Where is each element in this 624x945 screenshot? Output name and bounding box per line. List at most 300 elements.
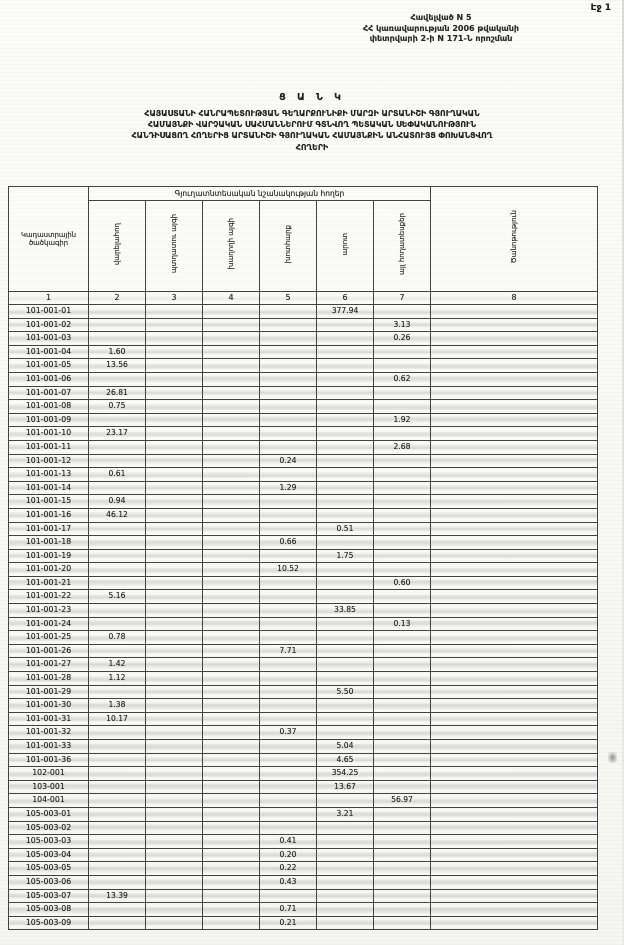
area-value-cell-col4 [203,372,260,386]
notes-cell [431,400,598,414]
area-value-cell-col3 [146,821,203,835]
area-value-cell-col6: 4.65 [317,753,374,767]
area-value-cell-col6 [317,372,374,386]
area-value-cell-col5 [260,658,317,672]
table-row [9,549,598,563]
table-row [9,481,598,495]
table-row [9,672,598,686]
notes-cell [431,712,598,726]
col-number-3: 3 [146,292,203,305]
area-value-cell-col7 [374,767,431,781]
area-value-cell-col6: 3.21 [317,807,374,821]
col-number-1: 1 [9,292,89,305]
area-value-cell-col6 [317,821,374,835]
area-value-cell-col4 [203,495,260,509]
notes-cell [431,835,598,849]
area-value-cell-col2 [89,807,146,821]
area-value-cell-col3 [146,889,203,903]
table-row [9,794,598,808]
area-value-cell-col7 [374,454,431,468]
area-value-cell-col2 [89,617,146,631]
area-value-cell-col4 [203,658,260,672]
area-value-cell-col2 [89,563,146,577]
area-value-cell-col6 [317,590,374,604]
area-value-cell-col5 [260,740,317,754]
col-header-pasture-label: արոտ [340,232,349,256]
area-value-cell-col4 [203,685,260,699]
cadastral-code-cell: 101-001-05 [9,359,89,373]
area-value-cell-col6 [317,631,374,645]
area-value-cell-col5 [260,604,317,618]
area-value-cell-col7 [374,875,431,889]
area-value-cell-col3 [146,318,203,332]
area-value-cell-col5 [260,753,317,767]
col-header-vineyard [203,201,260,292]
table-row [9,440,598,454]
area-value-cell-col3 [146,508,203,522]
area-value-cell-col4 [203,468,260,482]
col-header-vineyard-label: խաղողի այգի [226,218,235,270]
cadastral-code-cell: 101-001-08 [9,400,89,414]
area-value-cell-col4 [203,522,260,536]
area-value-cell-col3 [146,780,203,794]
table-row [9,617,598,631]
notes-cell [431,753,598,767]
table-row [9,807,598,821]
area-value-cell-col6 [317,508,374,522]
cadastral-code-cell: 101-001-29 [9,685,89,699]
notes-cell [431,468,598,482]
area-value-cell-col3 [146,549,203,563]
area-value-cell-col4 [203,753,260,767]
area-value-cell-col3 [146,740,203,754]
table-row [9,508,598,522]
cadastral-code-cell: 101-001-16 [9,508,89,522]
table-row [9,372,598,386]
cadastral-code-cell: 102-001 [9,767,89,781]
notes-cell [431,889,598,903]
cadastral-code-cell: 101-001-28 [9,672,89,686]
notes-cell [431,767,598,781]
notes-cell [431,780,598,794]
table-row [9,563,598,577]
area-value-cell-col5: 0.41 [260,835,317,849]
area-value-cell-col4 [203,508,260,522]
notes-cell [431,590,598,604]
table-row [9,454,598,468]
col-header-hayfield [260,201,317,292]
table-row [9,753,598,767]
area-value-cell-col3 [146,332,203,346]
area-value-cell-col2 [89,481,146,495]
area-value-cell-col4 [203,536,260,550]
area-value-cell-col6 [317,359,374,373]
area-value-cell-col4 [203,780,260,794]
notes-cell [431,644,598,658]
cadastral-code-cell: 101-001-14 [9,481,89,495]
area-value-cell-col5 [260,685,317,699]
notes-cell [431,318,598,332]
notes-cell [431,862,598,876]
area-value-cell-col2: 0.61 [89,468,146,482]
cadastral-code-cell: 101-001-31 [9,712,89,726]
area-value-cell-col7 [374,780,431,794]
area-value-cell-col2 [89,332,146,346]
table-row [9,536,598,550]
area-value-cell-col7 [374,740,431,754]
area-value-cell-col5 [260,332,317,346]
area-value-cell-col7 [374,345,431,359]
notes-cell [431,576,598,590]
area-value-cell-col2 [89,576,146,590]
area-value-cell-col4 [203,576,260,590]
area-value-cell-col4 [203,604,260,618]
col-number-6: 6 [317,292,374,305]
cadastral-code-cell: 105-003-06 [9,875,89,889]
area-value-cell-col7 [374,386,431,400]
area-value-cell-col6 [317,916,374,930]
col-header-hayfield-label: խոտհարք [283,224,292,264]
col-number-8: 8 [431,292,598,305]
area-value-cell-col7 [374,604,431,618]
area-value-cell-col5 [260,617,317,631]
cadastral-code-cell: 101-001-30 [9,699,89,713]
area-value-cell-col6 [317,617,374,631]
cadastral-code-cell: 101-001-17 [9,522,89,536]
area-value-cell-col5 [260,794,317,808]
notes-cell [431,386,598,400]
area-value-cell-col3 [146,536,203,550]
notes-cell [431,617,598,631]
cadastral-code-cell: 101-001-32 [9,726,89,740]
area-value-cell-col5: 0.24 [260,454,317,468]
notes-cell [431,726,598,740]
area-value-cell-col3 [146,372,203,386]
area-value-cell-col2 [89,644,146,658]
notes-cell [431,495,598,509]
area-value-cell-col6: 13.67 [317,780,374,794]
area-value-cell-col7 [374,672,431,686]
area-value-cell-col6 [317,332,374,346]
area-value-cell-col2 [89,318,146,332]
table-header [9,187,598,305]
area-value-cell-col5 [260,522,317,536]
cadastral-code-cell: 105-003-03 [9,835,89,849]
table-row [9,821,598,835]
cadastral-code-cell: 101-001-33 [9,740,89,754]
area-value-cell-col2: 23.17 [89,427,146,441]
notes-cell [431,345,598,359]
area-value-cell-col6 [317,712,374,726]
area-value-cell-col5 [260,359,317,373]
notes-cell [431,481,598,495]
notes-cell [431,848,598,862]
table-row [9,767,598,781]
notes-cell [431,372,598,386]
notes-cell [431,604,598,618]
area-value-cell-col4 [203,563,260,577]
area-value-cell-col2: 46.12 [89,508,146,522]
table-row [9,468,598,482]
cadastral-code-cell: 105-003-08 [9,903,89,917]
area-value-cell-col7 [374,889,431,903]
notes-cell [431,359,598,373]
table-row [9,305,598,319]
table-row [9,780,598,794]
table-row [9,644,598,658]
area-value-cell-col4 [203,672,260,686]
area-value-cell-col5 [260,549,317,563]
area-value-cell-col7 [374,644,431,658]
area-value-cell-col4 [203,767,260,781]
area-value-cell-col5: 1.29 [260,481,317,495]
area-value-cell-col6 [317,440,374,454]
table-row [9,835,598,849]
notes-cell [431,305,598,319]
area-value-cell-col6 [317,726,374,740]
cadastral-code-cell: 101-001-22 [9,590,89,604]
area-value-cell-col3 [146,807,203,821]
area-value-cell-col7: 0.60 [374,576,431,590]
notes-header-label: Ծանոթություն [509,210,518,264]
table-row [9,359,598,373]
area-value-cell-col4 [203,712,260,726]
area-value-cell-col7 [374,400,431,414]
table-row [9,576,598,590]
notes-cell [431,440,598,454]
notes-cell [431,536,598,550]
area-value-cell-col7 [374,522,431,536]
area-value-cell-col4 [203,345,260,359]
table-row [9,726,598,740]
area-value-cell-col4 [203,318,260,332]
area-value-cell-col7 [374,821,431,835]
cadastral-code-cell: 101-001-11 [9,440,89,454]
area-value-cell-col4 [203,862,260,876]
col-header-arable-label: վարելահող [112,222,121,266]
area-value-cell-col5 [260,807,317,821]
area-value-cell-col3 [146,305,203,319]
area-value-cell-col7 [374,726,431,740]
area-value-cell-col5 [260,318,317,332]
cadastral-code-cell: 101-001-07 [9,386,89,400]
table-row [9,658,598,672]
area-value-cell-col7 [374,835,431,849]
area-value-cell-col2 [89,549,146,563]
area-value-cell-col4 [203,726,260,740]
area-value-cell-col2 [89,440,146,454]
area-value-cell-col3 [146,576,203,590]
area-value-cell-col3 [146,835,203,849]
area-value-cell-col6: 5.50 [317,685,374,699]
table-row [9,400,598,414]
area-value-cell-col2: 0.75 [89,400,146,414]
area-value-cell-col7 [374,563,431,577]
cadastral-code-cell: 101-001-26 [9,644,89,658]
area-value-cell-col6 [317,427,374,441]
area-value-cell-col2 [89,862,146,876]
area-value-cell-col5 [260,427,317,441]
table-row [9,848,598,862]
area-value-cell-col6 [317,576,374,590]
area-value-cell-col4 [203,916,260,930]
area-value-cell-col6 [317,400,374,414]
area-value-cell-col7 [374,848,431,862]
cadastral-code-cell: 105-003-05 [9,862,89,876]
area-value-cell-col5 [260,372,317,386]
area-value-cell-col7 [374,468,431,482]
area-value-cell-col7 [374,903,431,917]
area-value-cell-col6 [317,875,374,889]
cadastral-code-cell: 101-001-25 [9,631,89,645]
area-value-cell-col7 [374,427,431,441]
area-value-cell-col4 [203,454,260,468]
area-value-cell-col5 [260,576,317,590]
cadastral-code-cell: 101-001-23 [9,604,89,618]
notes-cell [431,658,598,672]
table-row [9,740,598,754]
area-value-cell-col6: 377.94 [317,305,374,319]
area-value-cell-col2: 1.38 [89,699,146,713]
area-value-cell-col5: 0.71 [260,903,317,917]
area-value-cell-col3 [146,916,203,930]
notes-cell [431,332,598,346]
area-value-cell-col4 [203,440,260,454]
area-value-cell-col3 [146,400,203,414]
area-value-cell-col7 [374,590,431,604]
area-value-cell-col7 [374,807,431,821]
area-value-cell-col5: 10.52 [260,563,317,577]
decree-line-1: ՀՀ կառավարության 2006 թվականի [362,23,520,33]
area-value-cell-col2 [89,413,146,427]
area-value-cell-col2: 13.39 [89,889,146,903]
area-value-cell-col4 [203,644,260,658]
area-value-cell-col6 [317,468,374,482]
area-value-cell-col6 [317,862,374,876]
area-value-cell-col3 [146,563,203,577]
area-value-cell-col2 [89,740,146,754]
cadastral-code-cell: 101-001-03 [9,332,89,346]
notes-cell [431,903,598,917]
area-value-cell-col2: 0.94 [89,495,146,509]
area-value-cell-col7 [374,916,431,930]
cadastral-code-cell: 101-001-20 [9,563,89,577]
area-value-cell-col7 [374,495,431,509]
area-value-cell-col5 [260,440,317,454]
notes-cell [431,631,598,645]
cadastral-code-cell: 101-001-01 [9,305,89,319]
area-value-cell-col5: 0.66 [260,536,317,550]
document-title [0,92,624,153]
cadastral-code-cell: 101-001-10 [9,427,89,441]
area-value-cell-col7 [374,862,431,876]
area-value-cell-col7 [374,305,431,319]
area-value-cell-col7 [374,359,431,373]
area-value-cell-col5 [260,386,317,400]
area-value-cell-col6: 33.85 [317,604,374,618]
area-value-cell-col3 [146,631,203,645]
area-value-cell-col3 [146,413,203,427]
table-row [9,604,598,618]
table-row [9,413,598,427]
area-value-cell-col3 [146,345,203,359]
area-value-cell-col3 [146,495,203,509]
table-row [9,522,598,536]
area-value-cell-col3 [146,753,203,767]
area-value-cell-col3 [146,726,203,740]
area-value-cell-col4 [203,386,260,400]
area-value-cell-col6 [317,413,374,427]
area-value-cell-col5 [260,699,317,713]
area-value-cell-col2 [89,454,146,468]
area-value-cell-col6: 1.75 [317,549,374,563]
col-header-other-lands [374,201,431,292]
land-parcels-table [8,186,598,930]
area-value-cell-col6 [317,345,374,359]
area-value-cell-col3 [146,903,203,917]
area-value-cell-col3 [146,427,203,441]
area-value-cell-col4 [203,305,260,319]
area-value-cell-col4 [203,549,260,563]
notes-cell [431,807,598,821]
area-value-cell-col6 [317,658,374,672]
agricultural-lands-group-header: Գյուղատնտեսական նշանակության հողեր [89,187,431,201]
area-value-cell-col2 [89,753,146,767]
area-value-cell-col3 [146,862,203,876]
cadastral-code-cell: 101-001-13 [9,468,89,482]
area-value-cell-col2: 1.60 [89,345,146,359]
cadastral-code-cell: 103-001 [9,780,89,794]
area-value-cell-col2 [89,821,146,835]
area-value-cell-col7 [374,753,431,767]
notes-cell [431,740,598,754]
area-value-cell-col3 [146,454,203,468]
area-value-cell-col4 [203,400,260,414]
table-row [9,903,598,917]
area-value-cell-col3 [146,359,203,373]
cadastral-code-header: Կադաստրային ծածկագիր [9,187,89,292]
area-value-cell-col6: 5.04 [317,740,374,754]
area-value-cell-col6 [317,386,374,400]
area-value-cell-col2: 1.12 [89,672,146,686]
area-value-cell-col6 [317,672,374,686]
title-line-2: ՀԱՄԱՅՆՔԻ ՎԱՐՉԱԿԱՆ ՍԱՀՄԱՆՆԵՐՈՒՄ ԳՏՆՎՈՂ ՊԵՏԱԿԱՆ ՍԵՓԱԿԱՆՈՒԹՅՈՒՆ [147,120,477,130]
area-value-cell-col5 [260,590,317,604]
notes-cell [431,549,598,563]
table-row [9,916,598,930]
cadastral-code-cell: 101-001-02 [9,318,89,332]
table-body [9,305,598,930]
area-value-cell-col2 [89,522,146,536]
area-value-cell-col2 [89,835,146,849]
area-value-cell-col3 [146,468,203,482]
area-value-cell-col7 [374,536,431,550]
notes-cell [431,685,598,699]
area-value-cell-col7 [374,508,431,522]
area-value-cell-col4 [203,332,260,346]
table-row [9,712,598,726]
area-value-cell-col4 [203,848,260,862]
area-value-cell-col2: 10.17 [89,712,146,726]
area-value-cell-col7: 3.13 [374,318,431,332]
notes-cell [431,563,598,577]
area-value-cell-col2: 26.81 [89,386,146,400]
cadastral-code-cell: 101-001-27 [9,658,89,672]
area-value-cell-col7: 0.13 [374,617,431,631]
cadastral-code-cell: 105-003-07 [9,889,89,903]
area-value-cell-col2: 0.78 [89,631,146,645]
annex-block [286,13,596,45]
